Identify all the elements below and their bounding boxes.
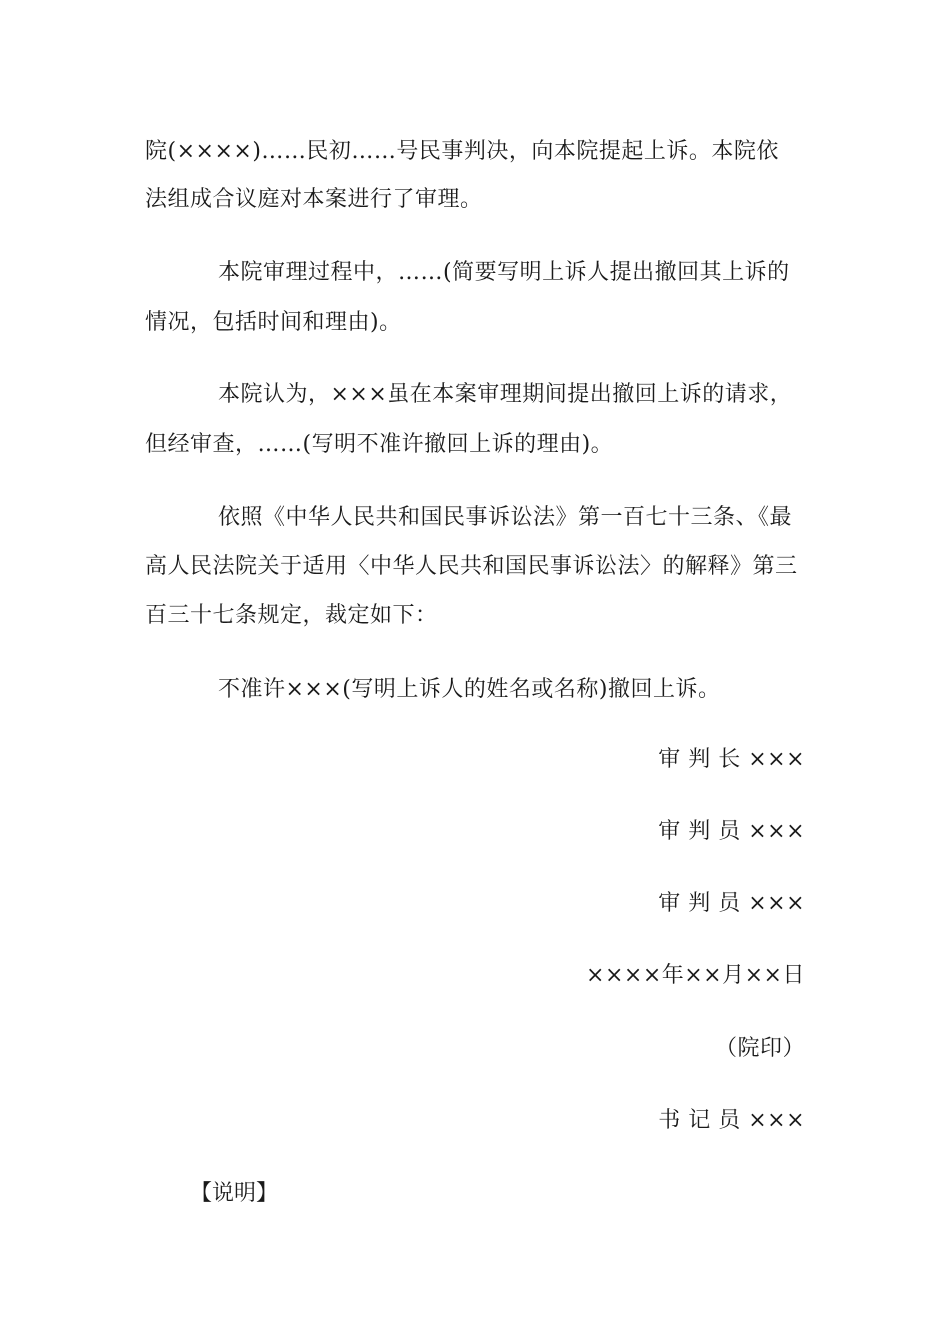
judge-signature-1: 审 判 员 ××× <box>658 819 805 844</box>
clerk-signature: 书 记 员 ××× <box>658 1108 805 1133</box>
chief-judge-signature: 审 判 长 ××× <box>658 747 805 772</box>
paragraph-4-line-2: 高人民法院关于适用〈中华人民共和国民事诉讼法〉的解释》第三 <box>145 554 798 579</box>
paragraph-3-line-2: 但经审查，……(写明不准许撤回上诉的理由)。 <box>145 432 614 457</box>
paragraph-1-line-1: 院(××××)……民初……号民事判决，向本院提起上诉。本院依 <box>145 139 779 164</box>
judge-signature-2: 审 判 员 ××× <box>658 891 805 916</box>
paragraph-1-line-2: 法组成合议庭对本案进行了审理。 <box>145 187 483 212</box>
ruling-line: 不准许×××(写明上诉人的姓名或名称)撤回上诉。 <box>218 677 721 702</box>
paragraph-2-line-1: 本院审理过程中，……(简要写明上诉人提出撤回其上诉的 <box>218 260 790 285</box>
notes-heading: 【说明】 <box>190 1181 279 1206</box>
paragraph-4-line-3: 百三十七条规定，裁定如下： <box>145 603 438 628</box>
paragraph-3-line-1: 本院认为，×××虽在本案审理期间提出撤回上诉的请求， <box>218 382 793 407</box>
ruling-date: ××××年××月××日 <box>586 963 805 988</box>
paragraph-2-line-2: 情况，包括时间和理由)。 <box>145 310 402 335</box>
court-seal-placeholder: （院印） <box>714 1036 805 1061</box>
paragraph-4-line-1: 依照《中华人民共和国民事诉讼法》第一百七十三条、《最 <box>218 505 793 530</box>
